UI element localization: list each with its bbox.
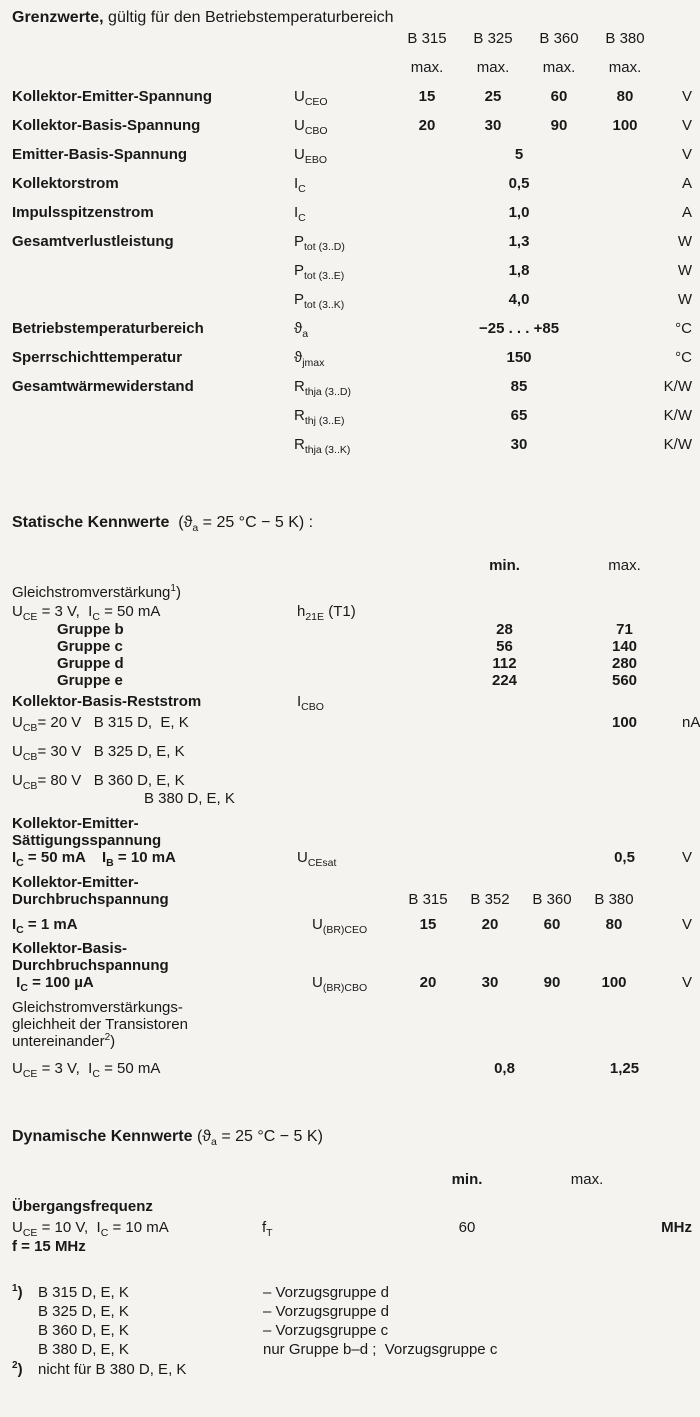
model-header: B 315 [408, 890, 448, 908]
table-row [12, 849, 692, 868]
param-value: 1,0 [508, 204, 530, 221]
table-row [12, 772, 692, 791]
param-value: 90 [543, 974, 561, 992]
table-row [12, 790, 692, 809]
param-value: 60 [550, 88, 568, 105]
max-value: 1,25 [609, 1060, 640, 1077]
group-label: Gruppe b [57, 621, 124, 639]
param-symbol: $ϑ_a$ [294, 320, 309, 340]
param-value: 1,8 [508, 262, 530, 279]
param-value: 85 [510, 378, 528, 395]
param-unit: V [681, 974, 692, 992]
param-unit: V [681, 88, 692, 105]
model-header: B 315 [407, 30, 447, 47]
max-header-row [12, 59, 692, 88]
param-value: 15 [419, 915, 437, 933]
param-symbol: $ϑ_{jmax}$ [294, 349, 325, 369]
max-header: max. [608, 59, 642, 76]
table-row [12, 621, 692, 638]
param-symbol: $R_{thj (3..E)}$ [294, 407, 345, 427]
param-symbol: $U_{CEO}$ [294, 88, 328, 108]
param-value: 20 [418, 117, 436, 134]
max-value: 71 [616, 621, 633, 639]
test-condition: $U_{CB}= 80$ V B 360 D, E, K [12, 771, 185, 792]
param-unit: V [681, 146, 692, 163]
param-symbol: $U_{EBO}$ [294, 146, 328, 166]
param-value: 30 [510, 436, 528, 453]
min-value: 112 [492, 655, 517, 673]
param-symbol: $R_{thja (3..D)}$ [294, 378, 351, 398]
table-row [12, 117, 692, 146]
param-unit: °C [675, 349, 692, 366]
footnote-model: B 315 D, E, K [38, 1283, 129, 1301]
param-label: Gesamtwärmewiderstand [12, 378, 194, 395]
footnote-marker: $^2$) [12, 1359, 23, 1378]
param-symbol: $U_{(BR)CBO}$ [312, 974, 368, 995]
min-header: min. [451, 1170, 483, 1188]
min-header: min. [489, 557, 520, 574]
model-header-row [12, 30, 692, 59]
footnote-marker: $^1$) [12, 1282, 23, 1301]
param-label: Durchbruchspannung [12, 890, 169, 908]
param-value: 80 [605, 915, 623, 933]
table-row [12, 743, 692, 762]
minmax-header-row [12, 557, 692, 576]
param-unit: K/W [663, 407, 692, 424]
max-header: max. [476, 59, 510, 76]
param-label: Kollektorstrom [12, 175, 119, 192]
max-value: 560 [611, 672, 638, 690]
model-header: B 360 [539, 30, 579, 47]
table-row [12, 974, 692, 993]
param-label: Gleichstromverstärkung$^1$) [12, 582, 181, 601]
table-row [12, 262, 692, 291]
param-value: 0,5 [508, 175, 530, 192]
footnote-model: B 380 D, E, K [38, 1340, 129, 1358]
param-unit: V [682, 849, 693, 866]
section-title-rest: gültig für den Betriebstemperaturbereich [103, 9, 394, 26]
max-value: 0,5 [614, 849, 635, 866]
test-condition: $U_{CE} = 10$ V, $I_C = 10$ mA [12, 1219, 169, 1240]
table-row [12, 233, 692, 262]
max-header: max. [608, 557, 641, 574]
param-label: Emitter-Basis-Spannung [12, 146, 188, 163]
table-row [12, 693, 692, 712]
param-label: Übergangsfrequenz [12, 1197, 153, 1215]
param-value: 30 [484, 117, 502, 134]
param-unit: K/W [663, 436, 692, 453]
param-value: 100 [612, 117, 638, 134]
section-title-bold: Dynamische Kennwerte [12, 1127, 193, 1145]
section-title-grenzwerte [12, 8, 692, 28]
table-row [12, 349, 692, 378]
param-value: 25 [484, 88, 502, 105]
footnote-desc: nur Gruppe b–d ; Vorzugsgruppe c [263, 1340, 498, 1358]
param-symbol: $I_{CBO}$ [297, 693, 324, 714]
footnote-row [12, 1359, 692, 1380]
test-condition: $I_C = 100$ µA [12, 974, 94, 995]
param-label: Impulsspitzenstrom [12, 204, 154, 221]
footnote-desc: – Vorzugsgruppe c [263, 1321, 389, 1339]
table-row [12, 204, 692, 233]
param-value: 5 [514, 146, 524, 163]
param-label: Gesamtverlustleistung [12, 233, 174, 250]
param-unit: nA [682, 714, 700, 731]
param-symbol: $P_{tot (3..D)}$ [294, 233, 345, 253]
table-row [12, 1219, 692, 1238]
test-condition: $U_{CE} = 3$ V, $I_C = 50$ mA [12, 1060, 161, 1080]
table-row [12, 407, 692, 436]
param-label: Sperrschichttemperatur [12, 349, 183, 366]
param-value: 80 [616, 88, 634, 105]
table-row [12, 378, 692, 407]
max-header: max. [570, 1170, 604, 1188]
footnote-model: B 325 D, E, K [38, 1302, 129, 1320]
table-row [12, 638, 692, 655]
group-label: Gruppe e [57, 672, 123, 690]
param-symbol: $f_T$ [262, 1219, 273, 1240]
param-value: 20 [481, 915, 499, 933]
param-unit: V [681, 117, 692, 134]
table-row [12, 320, 692, 349]
param-label: Kollektor-Emitter- [12, 873, 139, 891]
group-label: Gruppe d [57, 655, 124, 673]
param-unit: MHz [661, 1219, 692, 1237]
param-label: Kollektor-Basis-Spannung [12, 117, 201, 134]
table-row [12, 291, 692, 320]
min-value: 224 [491, 672, 518, 690]
model-header: B 325 [473, 30, 513, 47]
table-row [12, 916, 692, 935]
param-label: Kollektor-Basis- [12, 940, 128, 958]
param-value: −25 . . . +85 [478, 320, 560, 337]
param-symbol: $P_{tot (3..K)}$ [294, 291, 345, 311]
footnote-row [12, 1321, 692, 1340]
min-value: 60 [458, 1219, 476, 1237]
section-gap [12, 1257, 692, 1283]
param-value: 60 [543, 915, 561, 933]
param-symbol: $I_C$ [294, 204, 306, 224]
table-row [12, 603, 692, 622]
table-row [12, 672, 692, 689]
param-symbol: $h_{21E}$ (T1) [297, 602, 356, 623]
footnote-desc: – Vorzugsgruppe d [263, 1283, 389, 1301]
test-condition: $I_C = 50$ mA $I_B = 10$ mA [12, 849, 176, 869]
param-value: 20 [419, 974, 437, 992]
model-header: B 380 [605, 30, 645, 47]
min-value: 0,8 [494, 1060, 515, 1077]
param-unit: °C [675, 320, 692, 337]
param-unit: V [681, 915, 692, 933]
param-value: 150 [506, 349, 532, 366]
test-condition: f = 15 MHz [12, 1238, 86, 1255]
param-label: gleichheit der Transistoren [12, 1016, 188, 1033]
model-header: B 352 [470, 890, 510, 908]
param-symbol: $P_{tot (3..E)}$ [294, 262, 345, 282]
footnote-row [12, 1283, 692, 1302]
table-row [12, 175, 692, 204]
section-title-bold: Grenzwerte, [12, 9, 104, 26]
footnote-desc: – Vorzugsgruppe d [263, 1302, 389, 1320]
table-row [12, 1060, 692, 1079]
footnote-model: B 360 D, E, K [38, 1321, 129, 1339]
param-value: 30 [481, 974, 499, 992]
param-value: 1,3 [508, 233, 530, 250]
model-header-row [12, 891, 692, 910]
section-gap [12, 465, 692, 513]
param-value: 4,0 [508, 291, 530, 308]
param-label: Kollektor-Basis-Reststrom [12, 693, 202, 711]
table-row [12, 146, 692, 175]
param-unit: A [681, 204, 692, 221]
param-unit: K/W [663, 378, 692, 395]
model-header: B 360 [532, 890, 572, 908]
footnote-row [12, 1302, 692, 1321]
minmax-header-row [12, 1171, 692, 1190]
param-symbol: $U_{(BR)CEO}$ [312, 915, 368, 936]
min-value: 28 [496, 621, 513, 639]
param-unit: A [681, 175, 692, 192]
footnote-text: nicht für B 380 D, E, K [38, 1360, 187, 1378]
param-value: 15 [418, 88, 436, 105]
param-value: 90 [550, 117, 568, 134]
max-value: 140 [611, 638, 638, 656]
test-condition: $U_{CB}= 30$ V B 325 D, E, K [12, 742, 185, 763]
max-value: 280 [611, 655, 638, 673]
min-value: 56 [496, 638, 513, 656]
param-value: 65 [510, 407, 528, 424]
test-condition: B 380 D, E, K [144, 790, 235, 808]
param-symbol: $I_C$ [294, 175, 306, 195]
max-value: 100 [611, 714, 638, 731]
section-gap [12, 1079, 692, 1127]
param-unit: W [677, 233, 692, 250]
param-label: Betriebstemperaturbereich [12, 320, 204, 337]
section-title-cond: ($ϑ_a = 25$ °C − 5 K) [196, 1127, 323, 1148]
param-unit: W [677, 262, 692, 279]
section-title-cond: ($ϑ_a = 25$ °C − 5 K) : [178, 514, 314, 535]
max-header: max. [410, 59, 444, 76]
param-label: Durchbruchspannung [12, 957, 169, 975]
max-header: max. [542, 59, 576, 76]
test-condition: $U_{CE} = 3$ V, $I_C = 50$ mA [12, 602, 161, 623]
test-condition: $U_{CB}= 20$ V B 315 D, E, K [12, 714, 189, 734]
section-title-bold: Statische Kennwerte [12, 514, 170, 531]
test-condition: $I_C = 1$ mA [12, 915, 78, 936]
section-title-dynamische [12, 1127, 692, 1147]
param-symbol: $U_{CEsat}$ [297, 849, 337, 869]
param-label: untereinander$^2$) [12, 1032, 116, 1050]
group-label: Gruppe c [57, 638, 123, 656]
table-row [12, 88, 692, 117]
param-unit: W [677, 291, 692, 308]
param-label: Gleichstromverstärkungs- [12, 999, 183, 1016]
param-label: Kollektor-Emitter- [12, 815, 139, 832]
table-row [12, 436, 692, 465]
param-symbol: $U_{CBO}$ [294, 117, 328, 137]
table-row [12, 714, 700, 734]
section-title-statische [12, 513, 692, 533]
param-label: Kollektor-Emitter-Spannung [12, 88, 213, 105]
param-label: Sättigungsspannung [12, 832, 162, 849]
param-symbol: $R_{thja (3..K)}$ [294, 436, 351, 456]
param-value: 100 [601, 974, 627, 992]
model-header: B 380 [594, 890, 634, 908]
table-row [12, 655, 692, 672]
footnote-row [12, 1340, 692, 1359]
